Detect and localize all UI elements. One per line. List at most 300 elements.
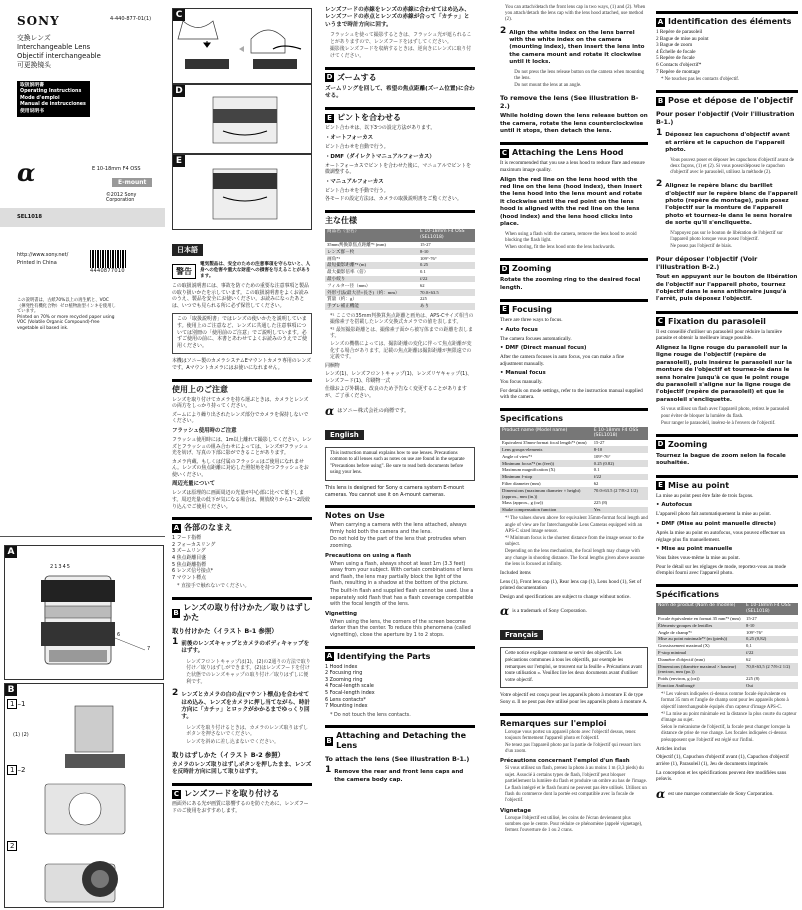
lens-parts-drawing	[5, 546, 165, 681]
spec-value: 15-27	[420, 242, 431, 248]
focus-ring-drawing	[173, 155, 313, 231]
minor-heading: Vignetting	[325, 610, 357, 617]
spec-value: 109°-76°	[593, 453, 611, 459]
section-title: Focusing	[512, 304, 552, 314]
spec-label: Fonction Antibougé	[656, 682, 744, 689]
paragraph: オートフォーカスでピントを合わせた後に、マニュアルでピントを微調整する。	[325, 162, 472, 176]
note-text: * Ne touchez pas les contacts d'objectif.	[661, 77, 740, 83]
spec-value: E 10-18mm F4 OSS (SEL1018)	[744, 603, 798, 616]
section-title: Zooming	[512, 264, 552, 274]
spec-value: 0.25	[418, 262, 475, 269]
instruction-text: Rotate the zooming ring to the desired focal length.	[500, 277, 641, 291]
section-letter-badge: D	[657, 440, 664, 449]
step-note: レンズフロントキャップは(1)、(2)の2通りの方法で取り付け／取りはずしができます。(2)はレンズフードを付けた状態でのレンズキャップの取り付け／取りはずしに便利です。	[186, 658, 311, 685]
instruction-text: ズームリングを回して、希望の焦点距離(ズーム位置)に合わせる。	[325, 85, 475, 99]
table-row	[500, 480, 648, 487]
step-number: 2	[7, 841, 17, 851]
spec-value: 225 (8)	[746, 676, 760, 682]
list-item: 5 Focal-length index	[325, 689, 375, 696]
step-suffix: –1	[17, 700, 26, 708]
paragraph: There are three ways to focus.	[500, 316, 563, 323]
section-title: 使用上のご注意	[172, 384, 228, 394]
step-body	[509, 27, 648, 91]
document-code: 4-440-877-01(1)	[110, 16, 152, 22]
table-row	[500, 474, 648, 481]
spec-label: Maximum magnification (X)	[502, 467, 556, 473]
step-1-2-label	[7, 766, 25, 774]
instruction-text: レンズフードの赤線をレンズの赤線に合わせてはめ込み、レンズフードの赤点とレンズの赤線が合って「カチッ」というまで時計方向に回す。	[325, 7, 470, 28]
section-title: 主な仕様	[325, 215, 357, 225]
table-row	[656, 682, 798, 689]
note-text: レンズの機構によっては、撮影距離の変化に伴って焦点距離が変化する場合があります。記載の焦点距離は撮影距離が無限遠での定義です。	[330, 340, 472, 361]
spec-label: 最短撮影距離*² (m)	[325, 262, 418, 269]
minor-heading: • Auto focus	[500, 326, 538, 333]
spec-value: f/22	[592, 474, 648, 481]
note-text: When carrying a camera with the lens attached, always firmly hold both the camera and the lens.	[330, 522, 467, 535]
table-row	[325, 303, 475, 310]
trademark-text: est une marque commerciale de Sony Corporation.	[668, 790, 774, 797]
alpha-logo: α	[656, 786, 666, 801]
spec-label: レンズ群－枚	[325, 248, 418, 255]
table-row	[656, 676, 798, 683]
spec-label: Diamètre d'objectif (mm)	[658, 656, 705, 662]
paragraph: You focus manually.	[500, 379, 543, 386]
note-text: *¹ ここでの35mm判換算焦点距離と画角は、APS-Cサイズ相当の撮像素子を搭載したレンズ交換式カメラでの値を表します。	[330, 312, 474, 326]
step-note: Ne posez pas l'objectif de biais.	[670, 244, 732, 250]
instruction-text: While holding down the lens release button on the camera, rotate the lens counterclockwise until it stops, then detach the lens.	[500, 113, 648, 135]
spec-label: Lens groups-elements	[500, 446, 592, 453]
list-item: 1 Repère de parasoleil	[656, 29, 703, 35]
illustration-label: B	[5, 684, 17, 696]
japanese-col-1	[172, 236, 312, 817]
note-text: When using the lens, the corners of the screen become darker than the center. To reduce this phenomena (called vignetting), close the aperture by 1 to 2 stops.	[330, 618, 471, 638]
paragraph: It is recommended that you use a lens hood to reduce flare and ensure maximum image quality.	[500, 160, 645, 174]
section-title: Attaching and Detaching the Lens	[336, 731, 466, 751]
alpha-logo: α	[17, 158, 36, 187]
paragraph: For details on mode settings, refer to the instruction manual supplied with the camera.	[500, 387, 643, 401]
section-title: Notes on Use	[325, 511, 385, 521]
title-fr: Objectif interchangeable	[17, 52, 101, 60]
note-text: Si vous utilisez un flash, prenez la photo à au moins 1 m (3,3 pieds) du sujet. Associé à certains types de flash, l'objectif peut bloquer partiellement la lumière du flash et produire un ombre au bas de l'image.	[505, 766, 647, 784]
cap-methods-label: (1) (2)	[13, 732, 29, 738]
recycle-en: Printed on 70% or more recycled paper using VOC (Volatile Organic Compound)-free vegetable oil based ink.	[17, 314, 115, 331]
minor-heading: Precautions on using a flash	[325, 552, 412, 559]
spec-label: Shake compensation function	[500, 507, 592, 514]
part-number: 6	[117, 632, 121, 638]
spec-label: Éléments-groupes de lentilles	[656, 622, 744, 629]
list-item: 2 Bague de mise au point	[656, 35, 709, 42]
note-text: When using a flash, always shoot at least 1m (3.3 feet) away from your subject. With certain combinations of lens and flash, the lens may partially block the light of the flash, resulting in a shadow at the bottom of the picture.	[330, 560, 473, 587]
illustration-label: C	[173, 9, 185, 21]
spec-value: 62	[420, 282, 425, 288]
japanese-english-col	[325, 4, 475, 790]
section-letter-badge: A	[657, 17, 664, 26]
title-zh: 可更换镜头	[17, 61, 51, 69]
spec-label: Mise au point minimale*² (m (pieds))	[656, 636, 744, 643]
trademark-line	[325, 404, 475, 418]
section-letter-badge: A	[173, 523, 180, 532]
recycle-note	[17, 298, 117, 332]
title-en: Interchangeable Lens	[17, 43, 91, 51]
section-heading	[656, 475, 798, 491]
model-name: E 10-18mm F4 OSS	[92, 166, 141, 172]
illustration-label: A	[5, 546, 17, 558]
spec-value: 62	[746, 656, 751, 662]
section-heading	[656, 11, 798, 27]
step-instruction: Déposez les capuchons d'objectif avant et arrière et le capuchon de l'appareil photo.	[665, 132, 790, 154]
instruction-text: Tournez la bague de zoom selon la focale souhaitée.	[656, 452, 786, 467]
note-text: *² Minimum focus is the shortest distance from the image sensor to the subject.	[505, 536, 644, 548]
language-label: English	[325, 430, 364, 440]
list-item: 2 Focusing ring	[325, 670, 363, 677]
specifications-table	[325, 229, 475, 310]
step	[172, 638, 312, 686]
note-text: You can attach/detach the front lens cap in two ways, (1) and (2). When you attach/detach the lens cap with the lens hood attached, use method (2).	[505, 5, 646, 23]
illustration-d	[172, 84, 312, 154]
step-number: 2	[500, 25, 507, 36]
section-heading	[500, 408, 648, 424]
recycle-ja: この説明書は、古紙70%以上の再生紙と、VOC（揮発性有機化合物）ゼロ植物油型インキを使用しています。	[17, 298, 116, 315]
zoom-ring-drawing	[173, 85, 313, 155]
spec-label: 質量（約：g）	[327, 296, 357, 302]
minor-heading: • Mise au point manuelle	[656, 546, 733, 553]
section-heading	[325, 210, 475, 226]
list-item: 7 マウント標点	[172, 574, 207, 581]
list-item: 7 Repère de montage	[656, 68, 700, 75]
section-title: Fixation du parasoleil	[668, 316, 766, 326]
section-title: レンズフードを取り付ける	[184, 789, 280, 799]
section-letter-badge: E	[656, 481, 665, 490]
note-text: 撮影後レンズフードを収納するときは、逆向きにレンズに取り付けてください。	[330, 46, 472, 59]
spec-value: 225	[420, 296, 427, 302]
lens-hood-drawing	[173, 9, 313, 85]
spec-label: Equivalent 35mm-format focal length*¹ (mm)	[502, 440, 587, 446]
instruction-text: Align the red line on the lens hood with the red line on the lens (hood index), then insert the lens hood into the lens mount and rotate it clockwise until the red point on the lens hood is aligned with the red line on the lens (hood index) and the lens hood clicks into place.	[500, 176, 643, 228]
manual-en: Operating Instructions	[20, 89, 82, 95]
table-row	[325, 269, 475, 276]
paragraph: 同梱物	[325, 362, 340, 369]
spec-value: 0,25 (0,82)	[744, 636, 798, 643]
table-row	[500, 446, 648, 453]
warning-label: 警告	[172, 264, 196, 279]
section-title: Mise au point	[668, 480, 730, 490]
list-item: 6 Lens contacts*	[325, 696, 366, 703]
warning-block	[172, 262, 312, 280]
e-mount-badge: E-mount	[112, 178, 152, 187]
specifications-table	[656, 603, 798, 689]
section-letter-badge: D	[326, 73, 333, 82]
instruction-text: カメラのレンズ取りはずしボタンを押したまま、レンズを反時計方向に回して取りはずす。	[172, 761, 312, 775]
note-text: Do not hold by the part of the lens that protrudes when zooming.	[330, 536, 467, 549]
step-number: 1	[656, 128, 663, 139]
spec-value: f/22	[418, 276, 475, 283]
alpha-logo: α	[325, 403, 335, 418]
section-heading	[656, 584, 798, 600]
table-row	[325, 255, 475, 262]
table-row	[325, 248, 475, 255]
spec-value: f/22	[744, 649, 798, 656]
section-letter-badge: E	[325, 114, 334, 123]
subheading: 取りはずしかた（イラスト B-2 参照）	[172, 750, 285, 759]
table-row	[500, 500, 648, 507]
section-heading	[325, 67, 475, 83]
table-row	[656, 622, 798, 629]
step-note: N'appuyez pas sur le bouton de libération de l'objectif sur l'appareil photo lorsque vous posez l'objectif.	[670, 230, 783, 242]
table-row	[500, 427, 648, 440]
spec-value: 109°-76°	[420, 255, 437, 261]
list-item: 6 Contacts d'objectif*	[656, 61, 702, 68]
step-number: 2	[656, 179, 663, 190]
step-instruction: 前後のレンズキャップとカメラのボディキャップをはずす。	[181, 641, 310, 655]
minor-heading: フラッシュ使用時のご注意	[172, 427, 237, 434]
section-title: ピントを合わせる	[337, 113, 401, 123]
spec-value: 70.0×63.5 (2 7/8×2 1/2)	[592, 487, 648, 500]
step	[500, 27, 648, 91]
step-note: Vous pouvez poser et déposer les capuchons d'objectif avant de deux façons, (1) et (2). Si vous posez/déposez le capuchon d'objectif avec le parasoleil, utilisez la méthode (2).	[670, 157, 794, 175]
section-heading	[656, 90, 798, 106]
spec-value: 15-27	[593, 440, 605, 446]
spec-label: Focale équivalente en format 35 mm*¹ (mm)	[658, 615, 741, 621]
section-heading	[325, 107, 475, 123]
section-letter-badge: A	[326, 652, 333, 661]
part-number: 3	[58, 564, 63, 570]
subheading: Pour déposer l'objectif (Voir l'illustration B-2.)	[656, 255, 758, 272]
section-title: Specifications	[500, 414, 563, 424]
section-heading	[656, 434, 798, 450]
title-ja: 交換レンズ	[17, 34, 51, 42]
note-text: * Do not touch the lens contacts.	[330, 711, 411, 718]
section-title: 各部のなまえ	[184, 523, 232, 533]
table-row	[500, 507, 648, 514]
spec-label: Filter diameter (mm)	[502, 480, 541, 486]
table-row	[325, 242, 475, 249]
paragraph: レンズ(1)、レンズフロントキャップ(1)、レンズリヤキャップ(1)、レンズフード(1)、印刷物一式	[325, 371, 473, 384]
spec-label: Nom de produit (Nom de modèle)	[656, 603, 744, 616]
notice-box: Cette notice explique comment se servir des objectifs. Les précautions communes à tous les objectifs, par exemple les remarques sur l'emploi, se trouvent sur la feuille « Précautions avant toute utilisation ». Veuillez lire les deux documents avant d'utiliser votre objectif.	[500, 647, 648, 688]
step-instruction: レンズとカメラの白の点(マウント標点)を合わせてはめ込み、レンズをカメラに押し当てながら、時計方向に「カチッ」とロックがかかるまでゆっくり回す。	[181, 692, 310, 721]
list-item: 1 フード指標	[172, 535, 201, 542]
part-number: 1	[54, 564, 59, 570]
step-number: 1	[325, 765, 332, 776]
spec-label: Mass (approx., g (oz))	[502, 500, 543, 506]
table-row	[500, 453, 648, 460]
section-letter-badge: C	[173, 789, 180, 798]
minor-heading: • Autofocus	[656, 502, 692, 509]
barcode	[90, 250, 126, 274]
spec-label: 35mm判換算焦点距離*¹ (mm)	[327, 242, 386, 248]
spec-value: 0,1	[746, 643, 752, 649]
parts-list	[325, 664, 475, 710]
minor-heading: Vignetage	[500, 807, 532, 814]
step-number: 2	[172, 688, 179, 699]
illustration-b	[4, 683, 164, 908]
note-text: *¹ The values shown above for equivalent 35mm-format focal length and angle of view are for Interchangeable Lens Cameras equipped with an APS-C sized image sensor.	[505, 516, 648, 534]
paragraph: Included items	[500, 570, 531, 577]
step-instruction: Alignez le repère blanc du barillet d'objectif sur le repère blanc de l'appareil photo (repère de montage), puis posez l'objectif sur la monture de l'appareil photo et tournez-le dans le sens horaire de sorte qu'il s'encliquette.	[665, 183, 798, 227]
list-item: 3 ズームリング	[172, 548, 206, 555]
spec-value: E 10-18mm F4 OSS (SEL1018)	[418, 229, 475, 242]
minor-heading: • DMF (Mise au point manuelle directe)	[656, 520, 776, 527]
list-item: 2 フォーカスリング	[172, 541, 216, 548]
table-row	[325, 289, 475, 296]
section-heading	[500, 713, 648, 729]
step	[656, 129, 798, 177]
spec-label: Angle of view*¹	[502, 453, 532, 459]
section-letter-badge: E	[500, 305, 509, 314]
step-number: 1	[7, 699, 17, 709]
instruction-text: Tout en appuyant sur le bouton de libération de l'objectif sur l'appareil photo, tournez l'objectif dans le sens antihoraire jusqu'à l'arrêt, puis déposez l'objectif.	[656, 274, 798, 303]
note-text: * 直接手で触れないでください。	[177, 583, 250, 590]
spec-value: Oui	[744, 682, 798, 689]
spec-value: 109°-76°	[746, 629, 763, 635]
list-item: 6 レンズ信号接点*	[172, 568, 214, 575]
table-row	[325, 276, 475, 283]
step	[172, 689, 312, 746]
instruction-text: Alignez la ligne rouge du parasoleil sur la ligne rouge de l'objectif (repère de parasoleil), puis insérez le parasoleil sur la monture de l'objectif et tournez-le dans le sens horaire jusqu'à ce que le point rouge du parasoleil s'aligne sur la ligne rouge de l'objectif (repère de parasoleil) et que le parasoleil s'encliquette.	[656, 345, 792, 403]
model-code-band	[0, 208, 165, 227]
spec-value: 0.1	[593, 467, 600, 473]
section-letter-badge: C	[501, 148, 508, 157]
note-text: The built-in flash and supplied flash cannot be used. Use a separately sold flash that has a flash coverage compatible with the focal length of the lens.	[330, 587, 474, 608]
illustration-e	[172, 154, 312, 230]
cover-titles	[17, 34, 101, 70]
manual-fr: Mode d'emploi	[20, 95, 60, 101]
table-row	[325, 262, 475, 269]
paragraph: Design and specifications are subject to change without notice.	[500, 593, 631, 600]
spec-label: Minimum focus*² (m (feet))	[500, 460, 592, 467]
step-instruction: Align the white index on the lens barrel with the white index on the camera (mounting index), then insert the lens into the camera mount and rotate it clockwise until it locks.	[509, 29, 645, 66]
table-row	[656, 643, 798, 650]
spec-label: 最大撮影倍率（倍）	[327, 269, 369, 275]
table-row	[656, 656, 798, 663]
spec-value: 225 (8)	[593, 500, 608, 506]
cover-border	[0, 536, 165, 537]
cover	[0, 0, 165, 540]
table-row	[656, 615, 798, 622]
list-item: 1 Hood index	[325, 663, 358, 670]
paragraph: Pour le détail sur les réglages de mode, reportez-vous au mode d'emploi fourni avec l'appareil photo.	[656, 563, 787, 577]
note-text: *¹ Les valeurs indiquées ci-dessus comme focale équivalente en format 35 mm et l'angle de champ sont pour les appareils photo à objectif interchangeable équipés d'un capteur d'image APS-C.	[661, 692, 789, 710]
paragraph: ズームにより繰り出されたレンズ部分でカメラを保持しないでください。	[172, 411, 309, 425]
list-item: 5 焦点距離指標	[172, 561, 207, 568]
spec-label: Dimensions (maximum diameter × height) (approx., mm (in.))	[500, 487, 592, 500]
french-col	[656, 4, 798, 805]
spec-label: Grossissement maximal (X)	[658, 643, 710, 649]
illustration-label: E	[173, 155, 185, 167]
notice-box: This instruction manual explains how to use lenses. Precautions common to all lenses such as notes on use are found in the separate "Precautions before using". Be sure to read both documents before using your lens.	[325, 447, 475, 481]
paragraph: この取扱説明書には、事故を防ぐための重要な注意事項と製品の取り扱いかたを示しています。この取扱説明書をよくお読みのうえ、製品を安全にお使いください。お読みになったあとは、いつでも見られる所に必ず保管してください。	[172, 283, 309, 309]
section-title: Identifying the Parts	[337, 651, 431, 661]
note-text: Selon le mécanisme de l'objectif, la focale peut changer lorsque la distance de prise de vue change. Les focales indiquées ci-dessus présupposent que l'objectif est réglé sur l'infini.	[661, 725, 791, 743]
paragraph: 仕様および外観は、改良のため予告なく変更することがありますが、ご了承ください。	[325, 386, 467, 400]
illustration-a	[4, 545, 164, 680]
spec-value: E 10-18mm F4 OSS (SEL1018)	[592, 427, 648, 440]
trademark-line	[656, 787, 798, 801]
trademark-text: はソニー株式会社の商標です。	[337, 408, 410, 415]
spec-label: 画角*¹	[327, 255, 340, 261]
section-letter-badge: C	[657, 317, 664, 326]
paragraph: Vous faites vous-même la mise au point.	[656, 555, 740, 562]
table-row	[500, 460, 648, 467]
spec-value: 0.1	[420, 269, 426, 275]
section-title: Spécifications	[656, 589, 719, 599]
minor-heading: • Manual focus	[500, 370, 546, 377]
section-letter-badge: B	[326, 736, 332, 745]
paragraph: Il est conseillé d'utiliser un parasoleil pour réduire la lumière parasite et obtenir la meilleure image possible.	[656, 328, 783, 342]
section-letter-badge: D	[501, 264, 508, 273]
section-heading	[500, 258, 648, 274]
minor-heading: ・マニュアルフォーカス	[325, 178, 384, 185]
sony-logo: SONY	[17, 14, 60, 28]
minor-heading: Précautions concernant l'emploi d'un flash	[500, 758, 630, 765]
manual-language-box	[17, 81, 90, 117]
section-heading	[172, 379, 312, 395]
illustration-c	[172, 8, 312, 84]
step-body	[181, 689, 312, 746]
website-url[interactable]: http://www.sony.net/	[17, 252, 69, 258]
table-row	[325, 229, 475, 242]
note-text: *² La mise au point minimale est la distance la plus courte du capteur d'image au sujet.	[661, 711, 797, 724]
table-row	[500, 440, 648, 447]
spec-label: Product name (Model name)	[500, 427, 592, 440]
section-heading	[500, 142, 648, 158]
spec-value: あり	[418, 303, 475, 310]
step-body	[665, 129, 798, 177]
step-instruction: Remove the rear and front lens caps and the camera body cap.	[334, 769, 464, 783]
paragraph: This lens is designed for Sony α camera system E-mount cameras. You cannot use it on A-mount cameras.	[325, 485, 465, 498]
alpha-logo: α	[500, 604, 510, 619]
paragraph: La conception et les spécifications peuvent être modifiées sans préavis.	[656, 769, 787, 783]
lens-attach-drawing	[5, 684, 165, 909]
spec-label: Poids (environ, g (oz))	[658, 676, 700, 682]
spec-label: Angle de champ*¹	[658, 629, 692, 635]
spec-value: 8-10	[418, 248, 475, 255]
step-note: Do not press the lens release button on the camera when mounting the lens.	[514, 69, 645, 81]
step	[325, 766, 475, 787]
section-letter-badge: B	[657, 96, 664, 105]
minor-heading: • DMF (Direct manual focus)	[500, 345, 587, 352]
english-french-col	[500, 4, 648, 835]
paragraph: ピント合わせを手動で行う。	[325, 187, 389, 194]
barcode-number: 4440877010	[90, 268, 125, 274]
table-row	[500, 487, 648, 500]
section-title: Pose et dépose de l'objectif	[668, 96, 794, 106]
language-label: Français	[500, 630, 543, 640]
section-heading	[500, 299, 648, 315]
subheading: 取り付けかた（イラスト B-1 参照）	[172, 627, 278, 635]
step-number: 1	[172, 637, 179, 647]
note-text: フラッシュを使って撮影するときは、フラッシュ光が遮られることがありますので、レンズフードをはずしてください。	[330, 32, 472, 45]
spec-label: F-stop minimal	[656, 649, 744, 656]
part-number: 7	[147, 646, 151, 652]
subheading: To attach the lens (See illustration B-1.)	[325, 755, 470, 764]
step-body	[334, 766, 475, 787]
spec-label: 最小絞り	[325, 276, 418, 283]
subheading: Pour poser l'objectif (Voir l'illustration B-1.)	[656, 110, 795, 127]
spec-value: 62	[593, 480, 599, 486]
specifications-table	[500, 427, 648, 513]
copyright: ©2012 Sony Corporation	[106, 193, 137, 203]
paragraph: Articles inclus	[656, 745, 687, 752]
trademark-line	[500, 604, 648, 618]
table-row	[325, 296, 475, 303]
step-body	[181, 638, 312, 686]
paragraph: La mise au point peut être faite de trois façons.	[656, 492, 754, 499]
section-title: Remarques sur l'emploi	[500, 718, 607, 728]
section-heading	[325, 725, 475, 751]
section-title: ズームする	[337, 72, 377, 82]
note-text: Depending on the lens mechanism, the focal length may change with any change in shooting distance. The focal lengths given above assume the lens is focused at infinity.	[505, 549, 645, 567]
